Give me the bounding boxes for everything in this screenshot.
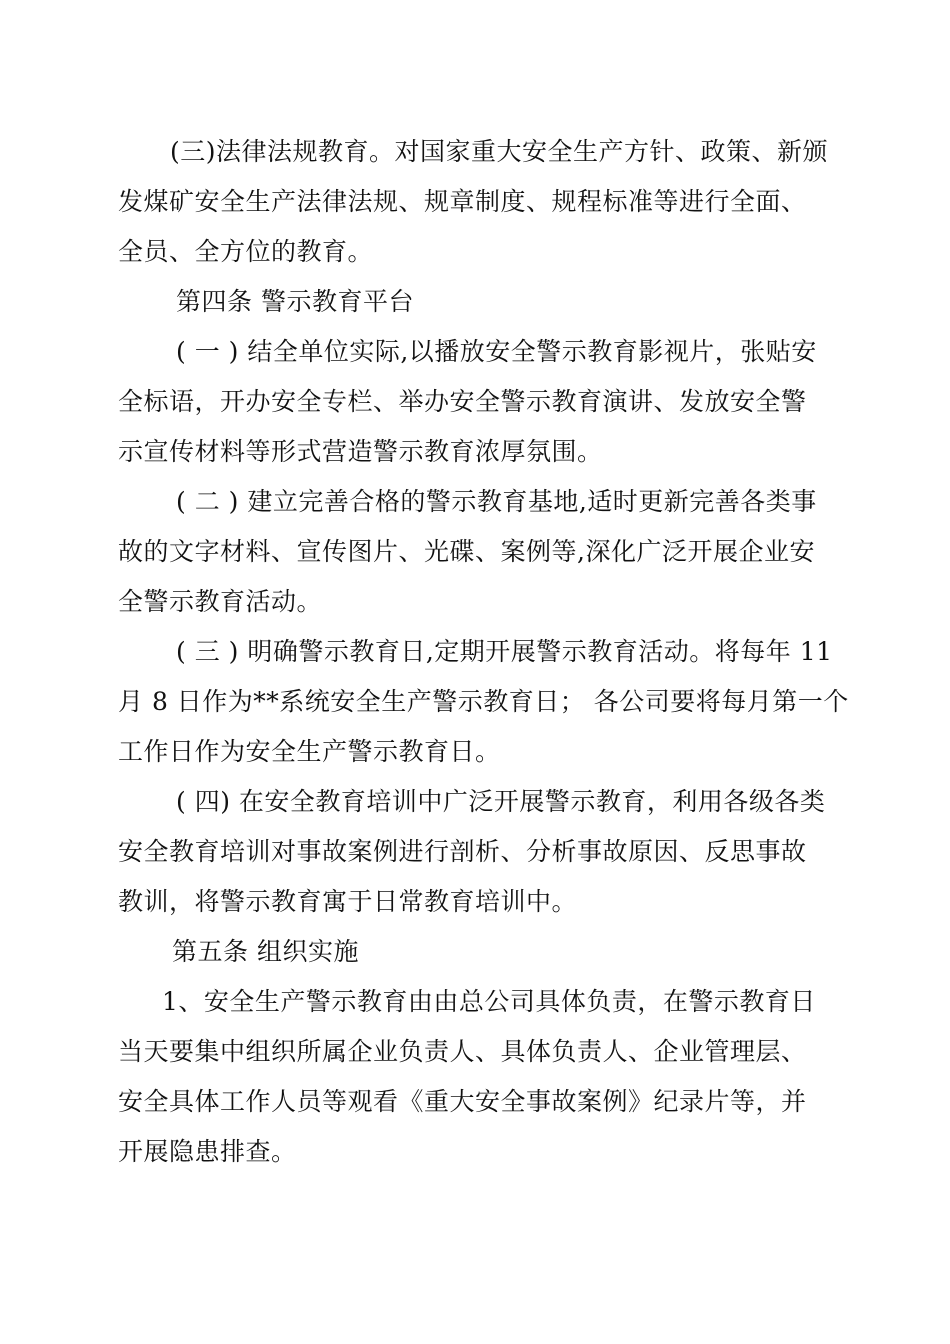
paragraph-line: 示宣传材料等形式营造警示教育浓厚氛围。	[118, 437, 603, 466]
section-heading-article-4: 第四条 警示教育平台	[176, 287, 414, 316]
paragraph-line: 全标语，开办安全专栏、举办安全警示教育演讲、发放安全警	[118, 387, 807, 416]
paragraph-line: 发煤矿安全生产法律法规、规章制度、规程标准等进行全面、	[118, 187, 807, 216]
paragraph-line: 当天要集中组织所属企业负责人、具体负责人、企业管理层、	[118, 1037, 807, 1066]
paragraph-line: (三)法律法规教育。对国家重大安全生产方针、政策、新颁	[170, 137, 829, 166]
paragraph-line: 开展隐患排查。	[118, 1137, 297, 1166]
paragraph-line: 安全具体工作人员等观看《重大安全事故案例》纪录片等，并	[118, 1087, 807, 1116]
paragraph-line: 1、安全生产警示教育由由总公司具体负责，在警示教育日	[162, 987, 816, 1016]
paragraph-line: 教训，将警示教育寓于日常教育培训中。	[118, 887, 578, 916]
paragraph-line: ( 四) 在安全教育培训中广泛开展警示教育，利用各级各类	[176, 787, 826, 816]
paragraph-line: ( 一 ) 结全单位实际,以播放安全警示教育影视片，张贴安	[176, 337, 817, 366]
paragraph-line: 全员、全方位的教育。	[118, 237, 374, 266]
paragraph-line: 工作日作为安全生产警示教育日。	[118, 737, 501, 766]
paragraph-line: 故的文字材料、宣传图片、光碟、案例等,深化广泛开展企业安	[118, 537, 815, 566]
paragraph-line: ( 三 ) 明确警示教育日,定期开展警示教育活动。将每年 11	[176, 637, 833, 666]
paragraph-line: ( 二 ) 建立完善合格的警示教育基地,适时更新完善各类事	[176, 487, 817, 516]
paragraph-line: 全警示教育活动。	[118, 587, 323, 616]
paragraph-line: 安全教育培训对事故案例进行剖析、分析事故原因、反思事故	[118, 837, 807, 866]
paragraph-line: 月 8 日作为**系统安全生产警示教育日； 各公司要将每月第一个	[118, 687, 849, 716]
section-heading-article-5: 第五条 组织实施	[172, 937, 359, 966]
